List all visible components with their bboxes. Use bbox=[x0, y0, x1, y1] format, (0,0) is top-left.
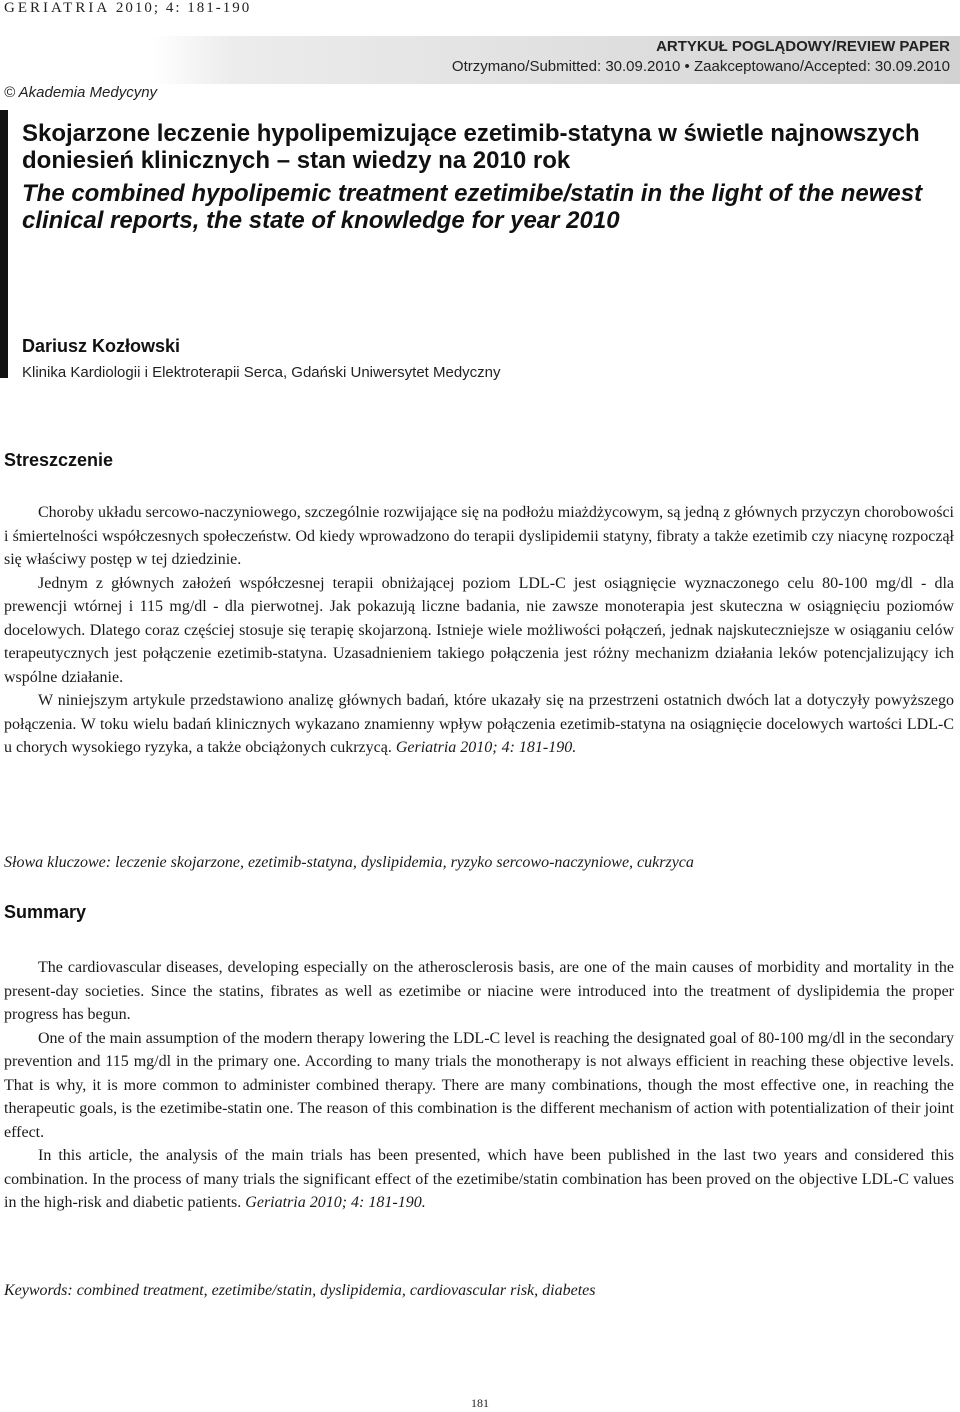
author-name: Dariusz Kozłowski bbox=[22, 336, 181, 356]
copyright-notice: © Akademia Medycyny bbox=[4, 84, 158, 101]
page-number: 181 bbox=[471, 1396, 489, 1410]
paragraph-text: The cardiovascular diseases, developing especially on the atherosclerosis basis, are one of the main causes of morbidity and mortality in the present-day societies. Since the statins, fibrates as well as ezetimibe or niacine were introduced into the treatment of dyslipidemia the proper progress has begun. bbox=[4, 959, 954, 1023]
title-block bbox=[22, 120, 947, 234]
streszczenie-paragraph bbox=[4, 689, 954, 760]
submission-dates: Otrzymano/Submitted: 30.09.2010 • Zaakceptowano/Accepted: 30.09.2010 bbox=[451, 58, 950, 75]
summary-body bbox=[4, 956, 954, 1215]
journal-name: GERIATRIA bbox=[4, 0, 111, 16]
summary-heading: Summary bbox=[4, 902, 87, 922]
paragraph-text: W niniejszym artykule przedstawiono analizę głównych badań, które ukazały się na przestrzeni ostatnich dwóch lat a dotyczyły powyższego połączenia. W toku wielu badań klinicznych wykazano znamienny wpływ połączenia ezetimib-statyna na osiągnięcie docelowych wartości LDL-C u chorych wysokiego ryzyka, a także obciążonych cukrzycą. bbox=[4, 692, 954, 756]
streszczenie-paragraph bbox=[4, 501, 954, 572]
title-accent-bar bbox=[0, 110, 8, 378]
journal-header bbox=[4, 0, 251, 17]
paragraph-text: Choroby układu sercowo-naczyniowego, szczególnie rozwijające się na podłożu miażdżycowym, są jedną z głównych przyczyn chorobowości i śmiertelności współczesnych społeczeństw. Od kiedy wprowadzono do terapii dyslipidemii statyny, fibraty a także ezetimib czy niacynę rozpoczął się właściwy postęp w tej dziedzinie. bbox=[4, 504, 954, 568]
streszczenie-paragraph bbox=[4, 572, 954, 690]
streszczenie-keywords: Słowa kluczowe: leczenie skojarzone, ezetimib-statyna, dyslipidemia, ryzyko sercowo-naczyniowe, cukrzyca bbox=[4, 854, 694, 871]
journal-citation: Geriatria 2010; 4: 181-190. bbox=[395, 739, 577, 756]
summary-paragraph bbox=[4, 1144, 954, 1215]
summary-keywords: Keywords: combined treatment, ezetimibe/statin, dyslipidemia, cardiovascular risk, diabetes bbox=[4, 1282, 596, 1299]
title-english: The combined hypolipemic treatment ezetimibe/statin in the light of the newest clinical reports, the state of knowledge for year 2010 bbox=[22, 180, 923, 234]
summary-paragraph bbox=[4, 956, 954, 1027]
streszczenie-body bbox=[4, 501, 954, 760]
summary-paragraph bbox=[4, 1027, 954, 1145]
paragraph-text: Jednym z głównych założeń współczesnej terapii obniżającej poziom LDL-C jest osiągnięcie wyznaczonego celu 80-100 mg/dl - dla prewencji wtórnej i 115 mg/dl - dla pierwotnej. Jak pokazują liczne badania, nie zawsze monoterapia jest skuteczna w osiągnięciu poziomów docelowych. Dlatego coraz częściej stosuje się terapię skojarzoną. Istnieje wiele możliwości połączeń, jednak najskuteczniejsze w osiąganiu celów terapeutycznych jest połączenie ezetimib-statyna. Uzasadnieniem takiego połączenia jest różny mechanizm działania leków potencjalizujący ich wspólne działanie. bbox=[4, 574, 954, 686]
author-affiliation: Klinika Kardiologii i Elektroterapii Serca, Gdański Uniwersytet Medyczny bbox=[22, 364, 501, 381]
paragraph-text: In this article, the analysis of the main trials has been presented, which have been published in the last two years and considered this combination. In the process of many trials the significant effect of the ezetimibe/statin combination has been proved on the objective LDL-C values in the high-risk and diabetic patients. bbox=[4, 1147, 954, 1211]
article-type: ARTYKUŁ POGLĄDOWY/REVIEW PAPER bbox=[656, 38, 950, 55]
journal-citation: Geriatria 2010; 4: 181-190. bbox=[245, 1194, 426, 1211]
journal-issue: 2010; 4: 181-190 bbox=[115, 0, 252, 16]
paragraph-text: One of the main assumption of the modern therapy lowering the LDL-C level is reaching the designated goal of 80-100 mg/dl in the secondary prevention and 115 mg/dl in the primary one. According to many trials the monotherapy is not always efficient in reaching these objective levels. That is why, it is more common to administer combined therapy. There are many combinations, though the most effective one, in reaching the therapeutic goals, is the ezetimibe-statin one. The reason of this combination is the different mechanism of action with potentialization of their joint effect. bbox=[4, 1029, 954, 1141]
streszczenie-heading: Streszczenie bbox=[4, 450, 114, 470]
title-polish: Skojarzone leczenie hypolipemizujące ezetimib-statyna w świetle najnowszych doniesień klinicznych – stan wiedzy na 2010 rok bbox=[22, 120, 920, 174]
